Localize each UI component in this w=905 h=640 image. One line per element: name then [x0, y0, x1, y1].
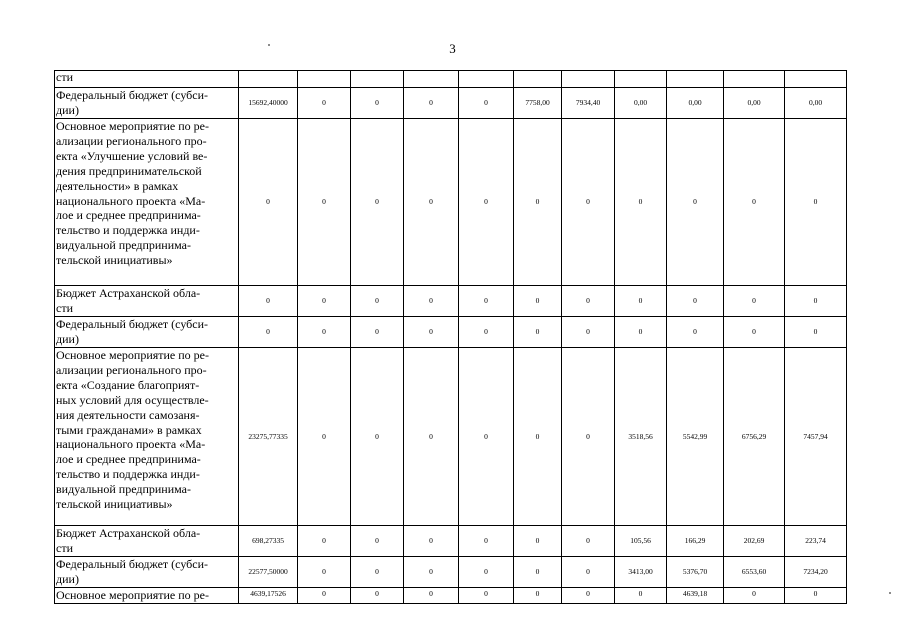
value-cell: 6756,29 [724, 348, 785, 526]
value-cell: 0 [404, 88, 459, 119]
value-cell: 0 [724, 588, 785, 604]
value-cell: 0 [239, 119, 298, 286]
value-cell: 0 [298, 557, 351, 588]
table-row [55, 557, 847, 588]
value-cell: 7457,94 [785, 348, 847, 526]
scan-speck [889, 592, 891, 594]
value-cell: 0,00 [667, 88, 724, 119]
value-cell: 0 [514, 286, 562, 317]
value-cell: 6553,60 [724, 557, 785, 588]
value-cell: 0 [514, 348, 562, 526]
page-number: 3 [449, 41, 456, 56]
value-cell: 0 [404, 286, 459, 317]
value-cell: 0 [351, 317, 404, 348]
value-cell: 0 [514, 557, 562, 588]
value-cell [724, 71, 785, 88]
row-label: сти [55, 71, 239, 88]
value-cell: 0 [404, 119, 459, 286]
value-cell [615, 71, 667, 88]
value-cell: 0,00 [615, 88, 667, 119]
value-cell: 0 [351, 588, 404, 604]
value-cell: 223,74 [785, 526, 847, 557]
row-label: Основное мероприятие по ре- [55, 588, 239, 604]
table-row [55, 348, 847, 526]
value-cell: 3518,56 [615, 348, 667, 526]
value-cell: 0 [562, 588, 615, 604]
table-row [55, 317, 847, 348]
value-cell [404, 71, 459, 88]
value-cell: 0 [667, 317, 724, 348]
value-cell: 0 [404, 317, 459, 348]
value-cell [351, 71, 404, 88]
value-cell: 0,00 [785, 88, 847, 119]
value-cell: 0 [298, 588, 351, 604]
value-cell: 0 [298, 119, 351, 286]
value-cell: 0 [459, 588, 514, 604]
value-cell: 7758,00 [514, 88, 562, 119]
value-cell: 0 [562, 286, 615, 317]
value-cell: 0 [459, 286, 514, 317]
value-cell: 22577,50000 [239, 557, 298, 588]
value-cell: 0 [562, 317, 615, 348]
value-cell: 0 [298, 286, 351, 317]
table-row [55, 88, 847, 119]
value-cell: 0 [562, 557, 615, 588]
value-cell: 0 [298, 88, 351, 119]
value-cell: 0 [298, 348, 351, 526]
value-cell: 0 [562, 348, 615, 526]
value-cell: 0 [615, 588, 667, 604]
value-cell: 4639,17526 [239, 588, 298, 604]
value-cell: 166,29 [667, 526, 724, 557]
value-cell: 0 [459, 526, 514, 557]
value-cell: 0 [404, 526, 459, 557]
value-cell: 0 [562, 526, 615, 557]
row-label: Бюджет Астраханской обла- сти [55, 286, 239, 317]
value-cell: 3413,00 [615, 557, 667, 588]
value-cell: 0 [724, 317, 785, 348]
value-cell: 0 [724, 286, 785, 317]
row-label: Федеральный бюджет (субси- дии) [55, 88, 239, 119]
value-cell: 0 [351, 119, 404, 286]
value-cell [298, 71, 351, 88]
value-cell [459, 71, 514, 88]
table-row [55, 286, 847, 317]
value-cell: 0 [615, 119, 667, 286]
value-cell: 0 [514, 119, 562, 286]
value-cell: 0 [239, 317, 298, 348]
value-cell: 0 [667, 119, 724, 286]
value-cell: 0 [459, 348, 514, 526]
value-cell [785, 71, 847, 88]
value-cell: 0 [351, 557, 404, 588]
value-cell: 0 [351, 286, 404, 317]
row-label: Федеральный бюджет (субси- дии) [55, 557, 239, 588]
value-cell: 5542,99 [667, 348, 724, 526]
value-cell [562, 71, 615, 88]
value-cell: 0 [514, 317, 562, 348]
row-label: Основное мероприятие по ре- ализации регионального про- екта «Создание благоприят- ных условий для осуществле- ния деятельности самозаня- тыми гражданами» в рамках национального проекта «Ма- лое и среднее предпринима- тельство и поддержка инди- видуальной предпринима- тельской инициативы» [55, 348, 239, 526]
value-cell: 0 [351, 526, 404, 557]
row-label: Основное мероприятие по ре- ализации регионального про- екта «Улучшение условий ве- дения предпринимательской деятельности» в рамках национального проекта «Ма- лое и среднее предпринима- тельство и поддержка инди- видуальной предпринима- тельской инициативы» [55, 119, 239, 286]
value-cell: 7934,40 [562, 88, 615, 119]
value-cell [514, 71, 562, 88]
value-cell: 0 [785, 286, 847, 317]
value-cell: 0 [724, 119, 785, 286]
value-cell: 0 [298, 526, 351, 557]
budget-table-body [55, 71, 847, 604]
table-row [55, 526, 847, 557]
value-cell: 0 [351, 348, 404, 526]
value-cell: 0 [562, 119, 615, 286]
value-cell: 4639,18 [667, 588, 724, 604]
value-cell: 0 [404, 557, 459, 588]
value-cell: 0 [785, 119, 847, 286]
scan-speck [268, 44, 270, 46]
value-cell: 7234,20 [785, 557, 847, 588]
value-cell: 105,56 [615, 526, 667, 557]
table-row [55, 588, 847, 604]
value-cell: 0 [459, 317, 514, 348]
value-cell: 0 [298, 317, 351, 348]
value-cell: 202,69 [724, 526, 785, 557]
row-label: Федеральный бюджет (субси- дии) [55, 317, 239, 348]
row-label: Бюджет Астраханской обла- сти [55, 526, 239, 557]
table-row [55, 119, 847, 286]
value-cell: 0 [514, 526, 562, 557]
value-cell: 0,00 [724, 88, 785, 119]
value-cell: 0 [615, 286, 667, 317]
value-cell: 0 [404, 588, 459, 604]
value-cell: 0 [459, 88, 514, 119]
value-cell [239, 71, 298, 88]
value-cell: 698,27335 [239, 526, 298, 557]
value-cell: 5376,70 [667, 557, 724, 588]
value-cell: 0 [459, 557, 514, 588]
budget-table [54, 70, 847, 604]
value-cell: 15692,40000 [239, 88, 298, 119]
value-cell: 0 [514, 588, 562, 604]
value-cell: 0 [351, 88, 404, 119]
value-cell: 0 [667, 286, 724, 317]
value-cell: 0 [785, 588, 847, 604]
table-row [55, 71, 847, 88]
value-cell: 0 [404, 348, 459, 526]
value-cell: 0 [239, 286, 298, 317]
value-cell: 0 [459, 119, 514, 286]
value-cell: 0 [785, 317, 847, 348]
value-cell [667, 71, 724, 88]
value-cell: 0 [615, 317, 667, 348]
value-cell: 23275,77335 [239, 348, 298, 526]
